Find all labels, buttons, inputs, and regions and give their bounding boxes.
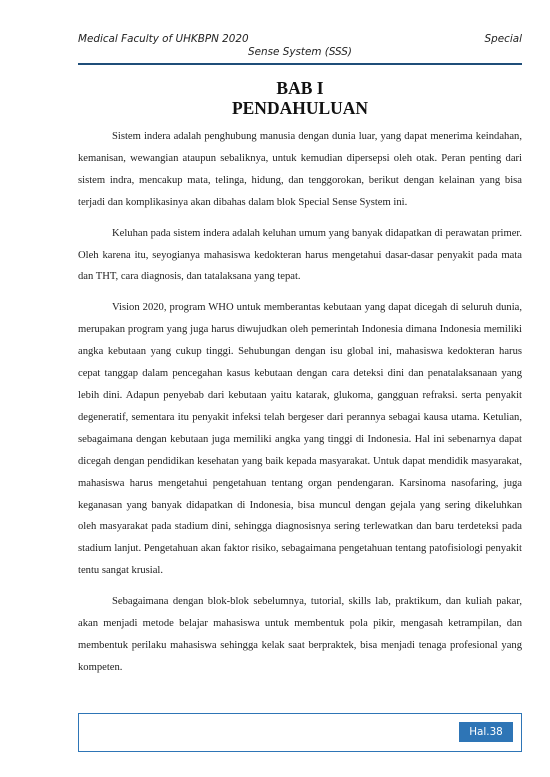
- header-block-subtitle: Sense System (SSS): [248, 46, 352, 58]
- body-text: [78, 126, 522, 688]
- chapter-heading: PENDAHULUAN: [231, 98, 369, 118]
- paragraph: Keluhan pada sistem indera adalah keluhan umum yang banyak didapatkan di perawatan primer. Oleh karena itu, seyogianya mahasiswa kedokteran harus mengetahui dasar-dasar penyakit pada mata dan THT, cara diagnosis, dan tatalaksana yang tepat.: [78, 227, 522, 283]
- page-header: [78, 33, 522, 65]
- chapter-title: [78, 78, 522, 118]
- header-institution: Medical Faculty of UHKBPN 2020: [78, 33, 249, 45]
- page-footer: [78, 713, 522, 752]
- paragraph: Sistem indera adalah penghubung manusia dengan dunia luar, yang dapat menerima keindahan, kemanisan, wewangian ataupun sebaliknya, untuk kemudian dipersepsi oleh otak. Peran penting dari sistem indra, mencakup mata, telinga, hidung, dan tenggorokan, berikut dengan kelainan yang bisa terjadi dan komplikasinya akan dibahas dalam blok Special Sense System ini.: [78, 131, 522, 208]
- page-number: Hal.38: [459, 722, 513, 742]
- paragraph: Vision 2020, program WHO untuk memberantas kebutaan yang dapat dicegah di seluruh dunia, merupakan program yang juga harus diwujudkan oleh pemerintah Indonesia dimana Indonesia memiliki angka kebutaan yang cukup tinggi. Sehubungan dengan isu global ini, mahasiswa kedokteran harus cepat tanggap dalam pencegahan kasus kebutaan dengan cara deteksi dini dan penatalaksanaan yang lebih dini. Adapun penyebab dari kebutaan yaitu katarak, glukoma, gangguan refraksi. serta penyakit degeneratif, sementara itu penyakit infeksi telah bergeser dari perannya sebagai kausa utama. Ketulian, sebagaimana dengan kebutaan juga memiliki angka yang tinggi di Indonesia. Hal ini sebenarnya dapat dicegah dengan pendidikan kesehatan yang baik kepada masyarakat. Untuk dapat mendidik masyarakat, mahasiswa harus mengetahui pengetahuan tentang organ pendengaran. Karsinoma nasofaring, juga keganasan yang banyak didapatkan di Indonesia, bisa muncul dengan gejala yang sering dikeluhkan oleh masyarakat pada stadium dini, sehingga diagnosisnya sering terlewatkan dan baru terdeteksi pada stadium lanjut. Pengetahuan akan faktor risiko, sebagaimana pengetahuan tentang patofisiologi penyakit tentu sangat krusial.: [78, 302, 522, 577]
- header-block-name: Special: [484, 33, 522, 45]
- chapter-number: BAB I: [276, 78, 324, 98]
- paragraph: Sebagaimana dengan blok-blok sebelumnya, tutorial, skills lab, praktikum, dan kuliah pakar, akan menjadi metode belajar mahasiswa untuk membentuk pola pikir, mengasah ketrampilan, dan membentuk perilaku mahasiswa sehingga kelak saat berpraktek, bisa menjadi tenaga profesional yang kompeten.: [78, 596, 522, 673]
